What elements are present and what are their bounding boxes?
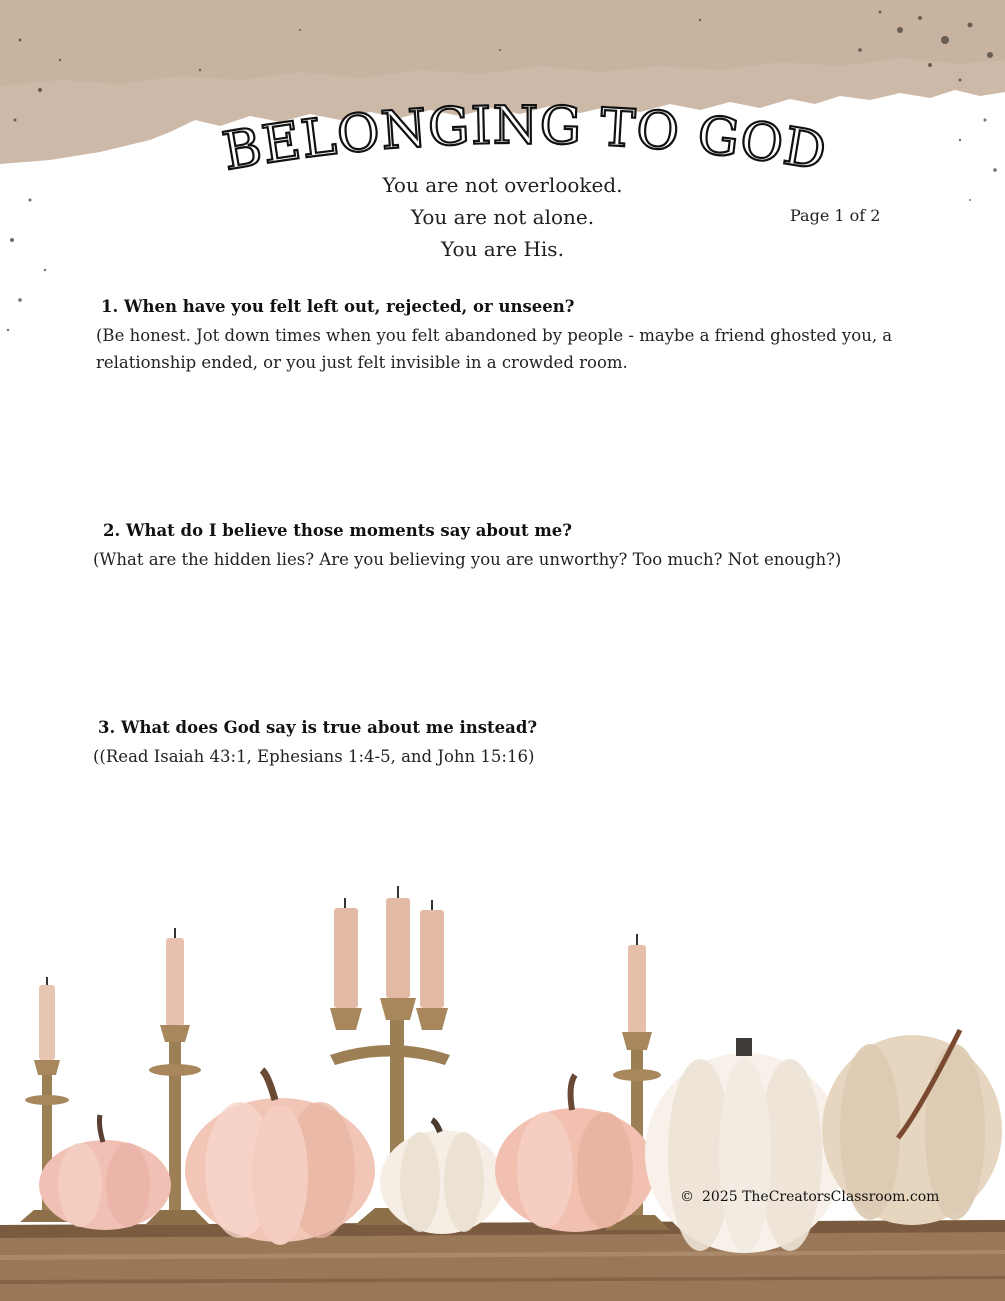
pink-pumpkin-large (185, 1070, 375, 1245)
autumn-candles-pumpkins-illustration (0, 870, 1005, 1301)
subtitle-line-1: You are not overlooked. (382, 173, 623, 197)
copyright-text: 2025 TheCreatorsClassroom.com (702, 1189, 940, 1205)
question-2-prompt: (What are the hidden lies? Are you believing you are unworthy? Too much? Not enough?) (93, 550, 842, 569)
question-1-heading: 1. When have you felt left out, rejected, or unseen? (101, 297, 575, 316)
white-pumpkin-large (645, 1038, 845, 1253)
title-text: BELONGING TO GOD (218, 100, 832, 183)
copyright-symbol: © (680, 1189, 694, 1205)
question-3-heading: 3. What does God say is true about me instead? (98, 718, 538, 737)
pink-pumpkin-small-left (39, 1115, 171, 1230)
subtitle-line-3: You are His. (441, 237, 564, 261)
question-2-heading: 2. What do I believe those moments say about me? (103, 521, 572, 540)
subtitle-line-2: You are not alone. (410, 205, 595, 229)
page-number: Page 1 of 2 (790, 206, 881, 225)
question-3-prompt: ((Read Isaiah 43:1, Ephesians 1:4-5, and John 15:16) (93, 747, 535, 766)
copyright-notice (680, 1189, 939, 1205)
question-1-prompt: (Be honest. Jot down times when you felt abandoned by people - maybe a friend ghosted you, a relationship ended, or you just felt invisible in a crowded room. (96, 326, 893, 372)
